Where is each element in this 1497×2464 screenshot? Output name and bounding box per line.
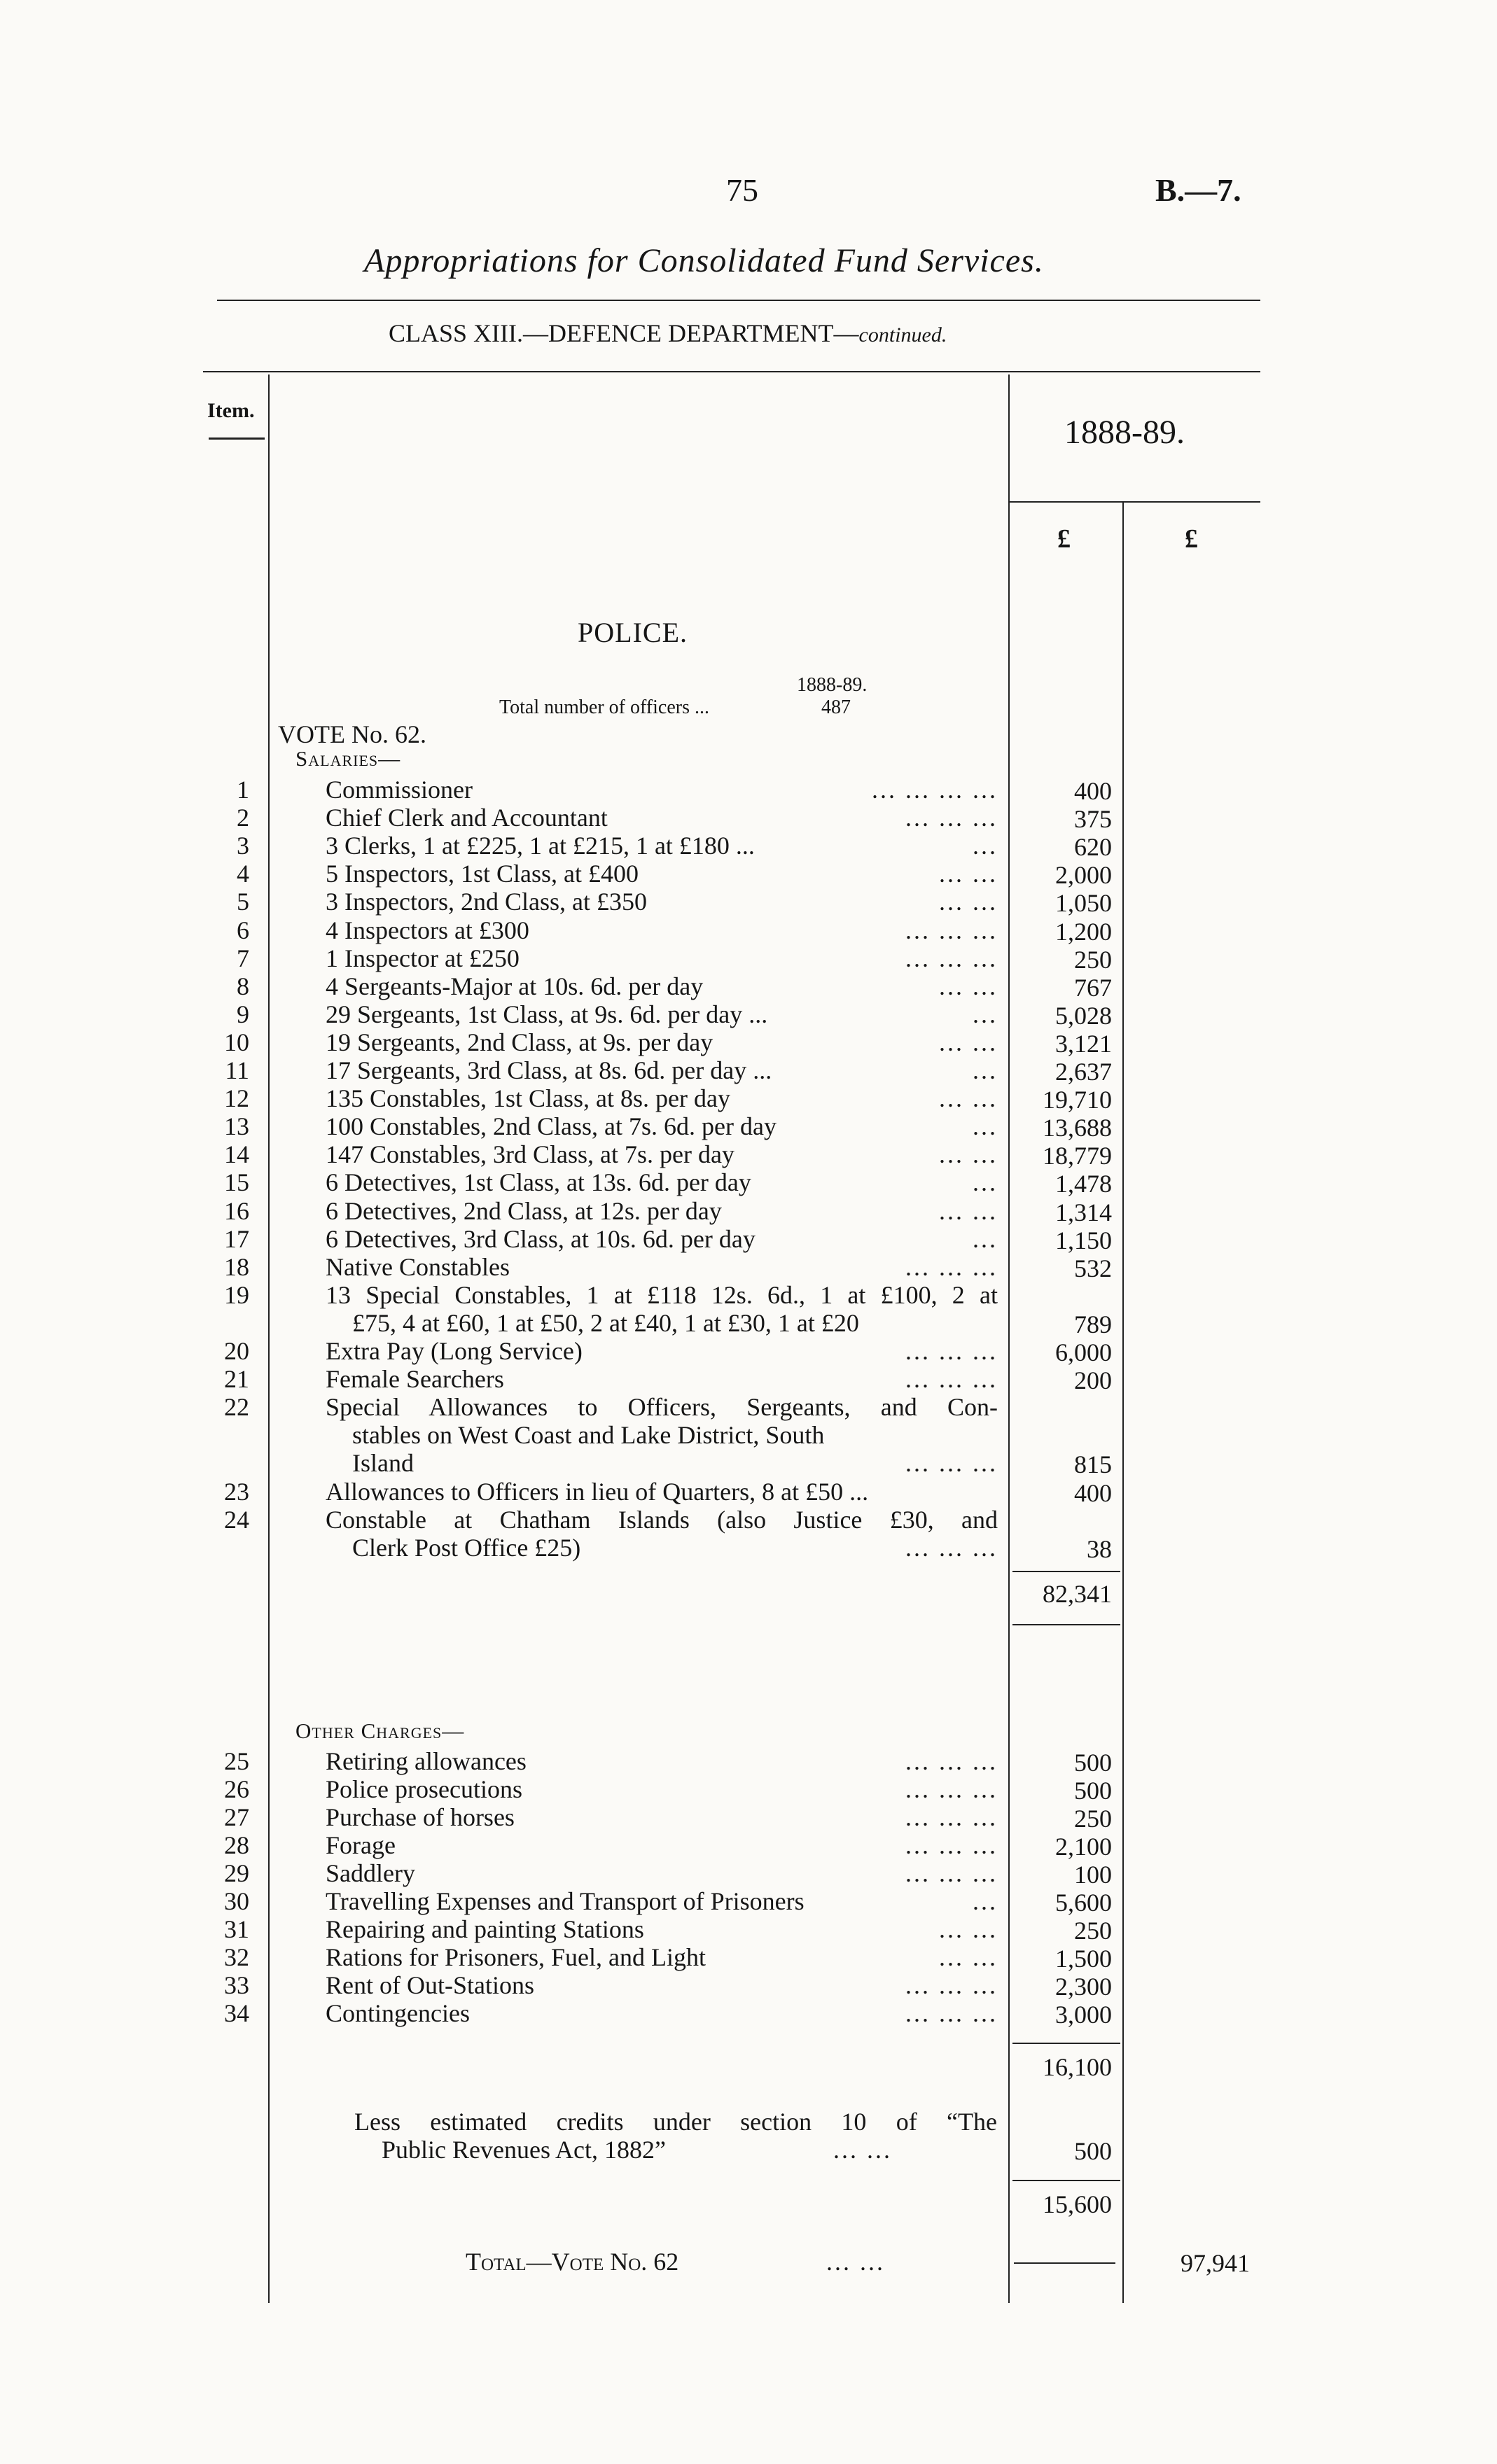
item-description: Commissioner bbox=[326, 776, 473, 804]
leader-dots: ... ... ... bbox=[905, 944, 998, 972]
leader-dots: ... ... ... bbox=[905, 1831, 998, 1859]
item-description: Chief Clerk and Accountant bbox=[326, 804, 608, 832]
item-number: 33 bbox=[224, 1971, 249, 1999]
leader-dots: ... bbox=[973, 1224, 998, 1253]
item-description: Constable at Chatham Islands (also Justice £30, and bbox=[326, 1505, 998, 1534]
section-title: POLICE. bbox=[578, 617, 688, 648]
item-amount: 815 bbox=[1074, 1450, 1112, 1479]
item-description: Extra Pay (Long Service) bbox=[326, 1337, 583, 1365]
item-number: 27 bbox=[224, 1803, 249, 1831]
currency-symbol-total: £ bbox=[1185, 524, 1198, 554]
item-amount: 1,314 bbox=[1055, 1198, 1112, 1226]
credits-amount: 500 bbox=[1074, 2137, 1112, 2165]
vote-total-amount: 97,941 bbox=[1181, 2249, 1250, 2277]
item-number: 8 bbox=[237, 972, 249, 1000]
item-description: Retiring allowances bbox=[326, 1747, 527, 1775]
item-number: 23 bbox=[224, 1477, 249, 1506]
item-description: 3 Inspectors, 2nd Class, at £350 bbox=[326, 888, 647, 916]
item-number: 25 bbox=[224, 1747, 249, 1775]
item-amount: 500 bbox=[1074, 1749, 1112, 1777]
item-amount: 18,779 bbox=[1043, 1142, 1112, 1170]
title-rule bbox=[217, 300, 1260, 301]
officers-count-label: Total number of officers ... bbox=[499, 696, 709, 718]
item-description: Purchase of horses bbox=[326, 1803, 515, 1831]
year-header-rule bbox=[1008, 501, 1260, 503]
item-number: 14 bbox=[224, 1140, 249, 1169]
leader-dots: ... ... ... bbox=[905, 1449, 998, 1478]
leader-dots: ... ... ... bbox=[905, 1803, 998, 1831]
item-description: 19 Sergeants, 2nd Class, at 9s. per day bbox=[326, 1028, 713, 1056]
class-title bbox=[389, 318, 947, 348]
item-number: 26 bbox=[224, 1775, 249, 1803]
leader-dots: ... ... bbox=[939, 1028, 998, 1056]
item-number: 7 bbox=[237, 944, 249, 972]
item-description: 4 Sergeants-Major at 10s. 6d. per day bbox=[326, 972, 704, 1000]
item-amount: 6,000 bbox=[1055, 1338, 1112, 1366]
item-amount: 3,000 bbox=[1055, 2001, 1112, 2029]
leader-dots: ... ... ... ... bbox=[872, 776, 998, 804]
item-number: 13 bbox=[224, 1112, 249, 1141]
credits-dots: ... ... bbox=[833, 2136, 892, 2164]
item-description: Repairing and painting Stations bbox=[326, 1915, 644, 1943]
item-amount: 767 bbox=[1074, 973, 1112, 1002]
item-number: 16 bbox=[224, 1196, 249, 1225]
item-description: Island bbox=[352, 1449, 414, 1478]
item-amount: 1,478 bbox=[1055, 1170, 1112, 1198]
leader-dots: ... bbox=[973, 1168, 998, 1197]
item-amount: 100 bbox=[1074, 1861, 1112, 1889]
leader-dots: ... ... ... bbox=[905, 1971, 998, 1999]
item-description: 135 Constables, 1st Class, at 8s. per day bbox=[326, 1084, 730, 1113]
item-number: 5 bbox=[237, 888, 249, 916]
item-number: 20 bbox=[224, 1337, 249, 1365]
item-amount: 1,050 bbox=[1055, 889, 1112, 918]
item-number: 24 bbox=[224, 1505, 249, 1534]
item-amount: 13,688 bbox=[1043, 1114, 1112, 1142]
item-amount: 2,100 bbox=[1055, 1833, 1112, 1861]
leader-dots: ... ... ... bbox=[905, 1999, 998, 2027]
item-description: Rent of Out-Stations bbox=[326, 1971, 534, 1999]
item-number: 1 bbox=[237, 776, 249, 804]
item-number: 2 bbox=[237, 804, 249, 832]
item-description: Clerk Post Office £25) bbox=[352, 1533, 581, 1562]
total-column-divider bbox=[1122, 503, 1124, 2303]
credits-line-2: Public Revenues Act, 1882” bbox=[382, 2136, 666, 2164]
item-description: Rations for Prisoners, Fuel, and Light bbox=[326, 1943, 706, 1971]
salaries-total-rule-top bbox=[1012, 1571, 1120, 1572]
item-description: 3 Clerks, 1 at £225, 1 at £215, 1 at £180 ... bbox=[326, 832, 755, 860]
leader-dots: ... bbox=[973, 1056, 998, 1084]
leader-dots: ... bbox=[973, 1887, 998, 1915]
item-description: Native Constables bbox=[326, 1252, 510, 1281]
document-reference: B.—7. bbox=[1155, 172, 1241, 208]
item-number: 15 bbox=[224, 1168, 249, 1197]
year-header: 1888-89. bbox=[1064, 414, 1185, 451]
leader-dots: ... ... ... bbox=[905, 916, 998, 944]
leader-dots: ... bbox=[973, 1112, 998, 1141]
item-number: 18 bbox=[224, 1252, 249, 1281]
item-number: 32 bbox=[224, 1943, 249, 1971]
item-column-header: Item. bbox=[207, 399, 255, 422]
item-number: 29 bbox=[224, 1859, 249, 1887]
item-description: 4 Inspectors at £300 bbox=[326, 916, 529, 944]
item-number: 6 bbox=[237, 916, 249, 944]
officers-count-value: 487 bbox=[821, 696, 851, 718]
vote-number: VOTE No. 62. bbox=[278, 720, 426, 748]
vote-total-rule bbox=[1014, 2262, 1115, 2264]
page-number: 75 bbox=[726, 172, 758, 208]
leader-dots: ... bbox=[973, 832, 998, 860]
item-number: 34 bbox=[224, 1999, 249, 2027]
item-number: 22 bbox=[224, 1393, 249, 1422]
vote-total-label: Total—Vote No. 62 bbox=[466, 2248, 679, 2276]
item-description: 29 Sergeants, 1st Class, at 9s. 6d. per day ... bbox=[326, 1000, 768, 1028]
item-amount: 789 bbox=[1074, 1310, 1112, 1338]
item-description: £75, 4 at £60, 1 at £50, 2 at £40, 1 at £30, 1 at £20 bbox=[352, 1308, 859, 1337]
item-number: 19 bbox=[224, 1280, 249, 1309]
class-rule bbox=[203, 371, 1260, 372]
leader-dots: ... ... bbox=[939, 1140, 998, 1169]
leader-dots: ... ... bbox=[939, 1915, 998, 1943]
item-number: 9 bbox=[237, 1000, 249, 1028]
item-number: 30 bbox=[224, 1887, 249, 1915]
item-description: Female Searchers bbox=[326, 1365, 504, 1394]
item-description: 6 Detectives, 2nd Class, at 12s. per day bbox=[326, 1196, 722, 1225]
page-title: Appropriations for Consolidated Fund Services. bbox=[364, 242, 1044, 279]
leader-dots: ... ... ... bbox=[905, 1859, 998, 1887]
item-number: 12 bbox=[224, 1084, 249, 1113]
item-amount: 2,300 bbox=[1055, 1973, 1112, 2001]
item-amount: 1,150 bbox=[1055, 1226, 1112, 1254]
leader-dots: ... ... bbox=[939, 972, 998, 1000]
item-description: Contingencies bbox=[326, 1999, 470, 2027]
item-amount: 250 bbox=[1074, 1917, 1112, 1945]
leader-dots: ... ... ... bbox=[905, 1252, 998, 1281]
item-description: Special Allowances to Officers, Sergeants, and Con- bbox=[326, 1393, 998, 1422]
item-amount: 250 bbox=[1074, 1805, 1112, 1833]
item-amount: 2,637 bbox=[1055, 1058, 1112, 1086]
item-description: Allowances to Officers in lieu of Quarters, 8 at £50 ... bbox=[326, 1477, 869, 1506]
leader-dots: ... ... ... bbox=[905, 804, 998, 832]
other-charges-heading: Other Charges— bbox=[295, 1718, 465, 1743]
item-amount: 3,121 bbox=[1055, 1029, 1112, 1058]
item-amount: 400 bbox=[1074, 1478, 1112, 1507]
item-description: 100 Constables, 2nd Class, at 7s. 6d. per day bbox=[326, 1112, 777, 1141]
item-amount: 38 bbox=[1087, 1534, 1112, 1563]
leader-dots: ... ... ... bbox=[905, 1533, 998, 1562]
item-amount: 375 bbox=[1074, 805, 1112, 834]
item-amount: 5,600 bbox=[1055, 1889, 1112, 1917]
item-description: Forage bbox=[326, 1831, 396, 1859]
item-description: 147 Constables, 3rd Class, at 7s. per day bbox=[326, 1140, 734, 1169]
vote-total-dots: ... ... bbox=[826, 2248, 885, 2276]
item-number: 10 bbox=[224, 1028, 249, 1056]
item-amount: 5,028 bbox=[1055, 1001, 1112, 1030]
item-description: Travelling Expenses and Transport of Prisoners bbox=[326, 1887, 805, 1915]
leader-dots: ... ... ... bbox=[905, 1747, 998, 1775]
salaries-total-rule-bottom bbox=[1012, 1624, 1120, 1625]
salaries-heading: Salaries— bbox=[295, 746, 401, 771]
item-description: stables on West Coast and Lake District, South bbox=[352, 1421, 825, 1450]
currency-symbol-detail: £ bbox=[1057, 524, 1071, 554]
item-amount: 500 bbox=[1074, 1777, 1112, 1805]
leader-dots: ... ... bbox=[939, 888, 998, 916]
leader-dots: ... ... bbox=[939, 1196, 998, 1225]
item-number: 28 bbox=[224, 1831, 249, 1859]
officers-year-label: 1888-89. bbox=[797, 674, 868, 696]
item-amount: 1,200 bbox=[1055, 917, 1112, 946]
other-charges-net: 15,600 bbox=[1043, 2190, 1112, 2218]
other-subtotal-rule bbox=[1012, 2043, 1120, 2044]
item-amount: 532 bbox=[1074, 1254, 1112, 1282]
leader-dots: ... ... ... bbox=[905, 1337, 998, 1365]
item-amount: 2,000 bbox=[1055, 861, 1112, 890]
class-title-main: CLASS XIII.—DEFENCE DEPARTMENT— bbox=[389, 319, 859, 347]
item-amount: 1,500 bbox=[1055, 1945, 1112, 1973]
leader-dots: ... ... bbox=[939, 1943, 998, 1971]
leader-dots: ... ... bbox=[939, 860, 998, 888]
item-column-divider bbox=[268, 374, 270, 2303]
item-number: 21 bbox=[224, 1365, 249, 1394]
leader-dots: ... ... ... bbox=[905, 1775, 998, 1803]
item-number: 17 bbox=[224, 1224, 249, 1253]
item-amount: 400 bbox=[1074, 777, 1112, 805]
item-description: 5 Inspectors, 1st Class, at £400 bbox=[326, 860, 639, 888]
leader-dots: ... ... ... bbox=[905, 1365, 998, 1394]
item-description: 17 Sergeants, 3rd Class, at 8s. 6d. per day ... bbox=[326, 1056, 772, 1084]
item-amount: 250 bbox=[1074, 945, 1112, 974]
leader-dots: ... bbox=[973, 1000, 998, 1028]
class-title-continued: continued. bbox=[858, 323, 947, 346]
item-description: 13 Special Constables, 1 at £118 12s. 6d., 1 at £100, 2 at bbox=[326, 1280, 998, 1309]
item-description: 6 Detectives, 1st Class, at 13s. 6d. per day bbox=[326, 1168, 751, 1197]
net-rule bbox=[1012, 2180, 1120, 2181]
item-number: 31 bbox=[224, 1915, 249, 1943]
item-description: Police prosecutions bbox=[326, 1775, 522, 1803]
item-number: 4 bbox=[237, 860, 249, 888]
item-number: 11 bbox=[225, 1056, 249, 1084]
item-amount: 200 bbox=[1074, 1366, 1112, 1395]
other-charges-subtotal: 16,100 bbox=[1043, 2053, 1112, 2081]
item-number: 3 bbox=[237, 832, 249, 860]
item-amount: 19,710 bbox=[1043, 1086, 1112, 1114]
item-header-rule bbox=[209, 438, 265, 440]
leader-dots: ... ... bbox=[939, 1084, 998, 1113]
salaries-total: 82,341 bbox=[1043, 1580, 1112, 1608]
item-amount: 620 bbox=[1074, 833, 1112, 862]
item-description: 6 Detectives, 3rd Class, at 10s. 6d. per day bbox=[326, 1224, 756, 1253]
item-description: 1 Inspector at £250 bbox=[326, 944, 520, 972]
item-description: Saddlery bbox=[326, 1859, 415, 1887]
credits-line-1: Less estimated credits under section 10 of “The bbox=[354, 2108, 997, 2136]
